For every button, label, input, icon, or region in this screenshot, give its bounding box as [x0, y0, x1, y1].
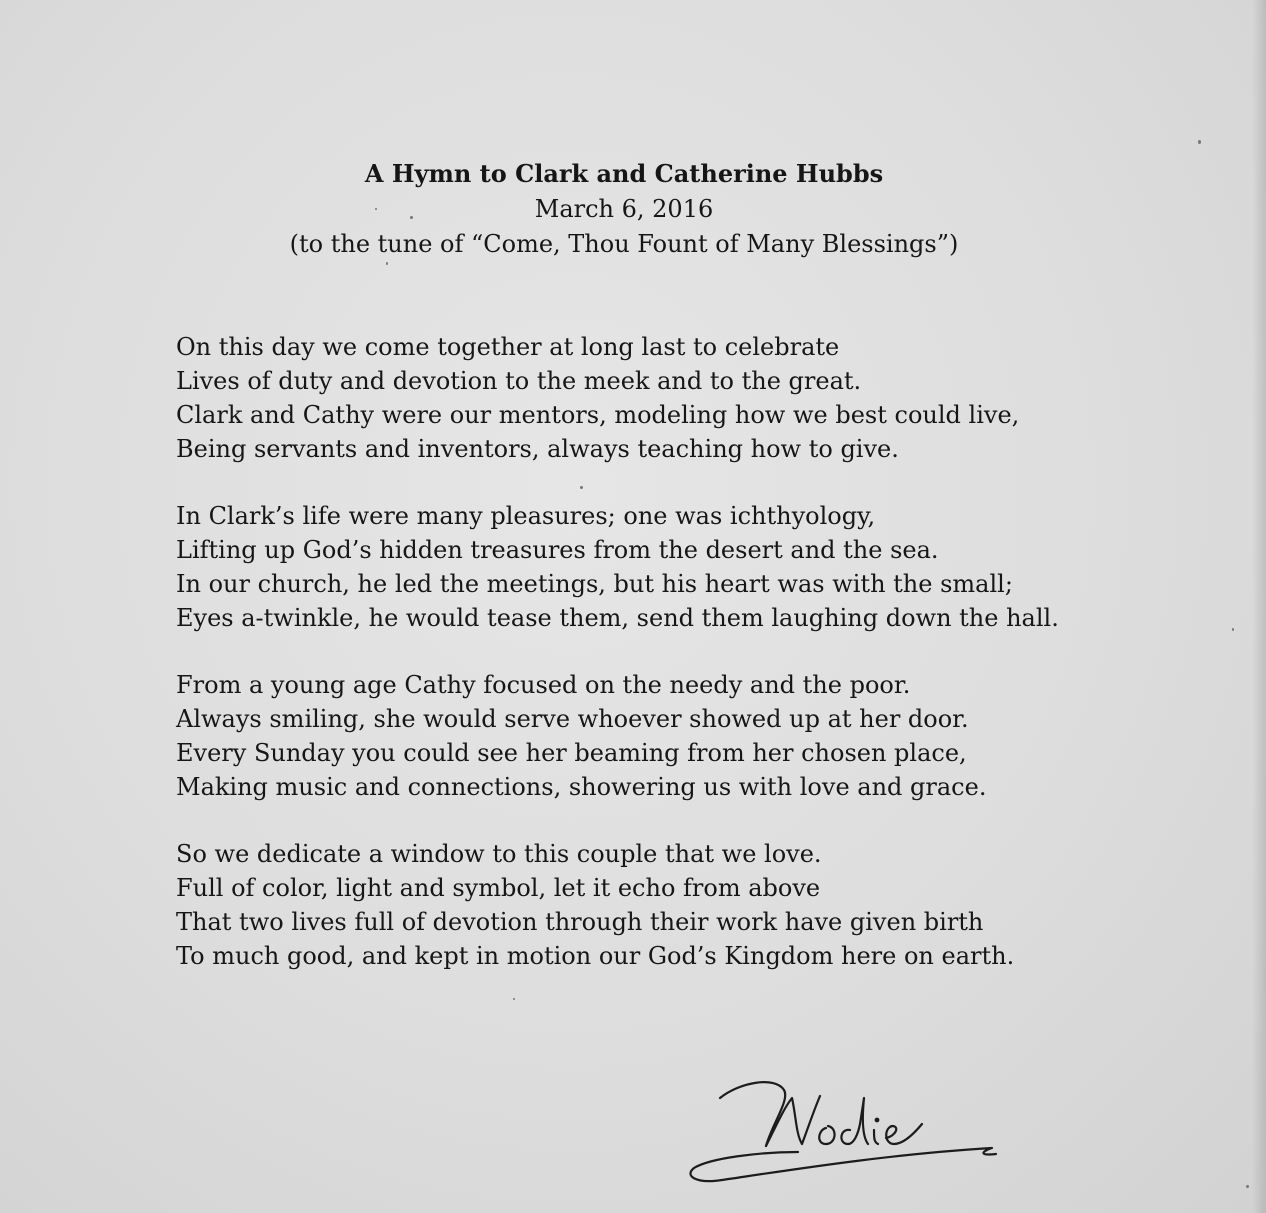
verse-line: That two lives full of devotion through their work have given birth: [176, 908, 984, 936]
verse-line: On this day we come together at long last to celebrate: [176, 333, 840, 361]
verse-2: [176, 499, 1216, 635]
verse-3: [176, 668, 1216, 804]
verse-line: Full of color, light and symbol, let it echo from above: [176, 874, 821, 902]
verse-line: In Clark’s life were many pleasures; one was ichthyology,: [176, 502, 876, 530]
verse-line: So we dedicate a window to this couple that we love.: [176, 840, 822, 868]
verse-1: [176, 330, 1216, 466]
verse-4: [176, 837, 1216, 973]
hymn-tune-note: (to the tune of “Come, Thou Fount of Many Blessings”): [289, 230, 959, 258]
scan-speck: [386, 262, 388, 265]
verse-line: Always smiling, she would serve whoever showed up at her door.: [176, 705, 969, 733]
page-edge-shadow: [1252, 0, 1266, 1213]
scan-speck: [1198, 140, 1201, 144]
verse-line: Lives of duty and devotion to the meek and to the great.: [176, 367, 862, 395]
hymn-header: [0, 156, 1248, 262]
verse-line: Eyes a-twinkle, he would tease them, send them laughing down the hall.: [176, 604, 1059, 632]
hymn-title: A Hymn to Clark and Catherine Hubbs: [364, 159, 884, 188]
verse-line: Making music and connections, showering us with love and grace.: [176, 773, 987, 801]
verse-line: To much good, and kept in motion our God’s Kingdom here on earth.: [176, 942, 1015, 970]
verse-line: From a young age Cathy focused on the needy and the poor.: [176, 671, 911, 699]
verse-line: Being servants and inventors, always teaching how to give.: [176, 435, 899, 463]
verse-line: Lifting up God’s hidden treasures from the desert and the sea.: [176, 536, 939, 564]
scan-speck: [1246, 1185, 1249, 1188]
hymn-verses: [176, 330, 1216, 1006]
verse-line: Every Sunday you could see her beaming from her chosen place,: [176, 739, 967, 767]
verse-line: Clark and Cathy were our mentors, modeling how we best could live,: [176, 401, 1020, 429]
hymn-date: March 6, 2016: [534, 195, 714, 223]
scan-speck: [1232, 628, 1234, 631]
verse-line: In our church, he led the meetings, but his heart was with the small;: [176, 570, 1013, 598]
handwritten-signature: [680, 1068, 1010, 1193]
